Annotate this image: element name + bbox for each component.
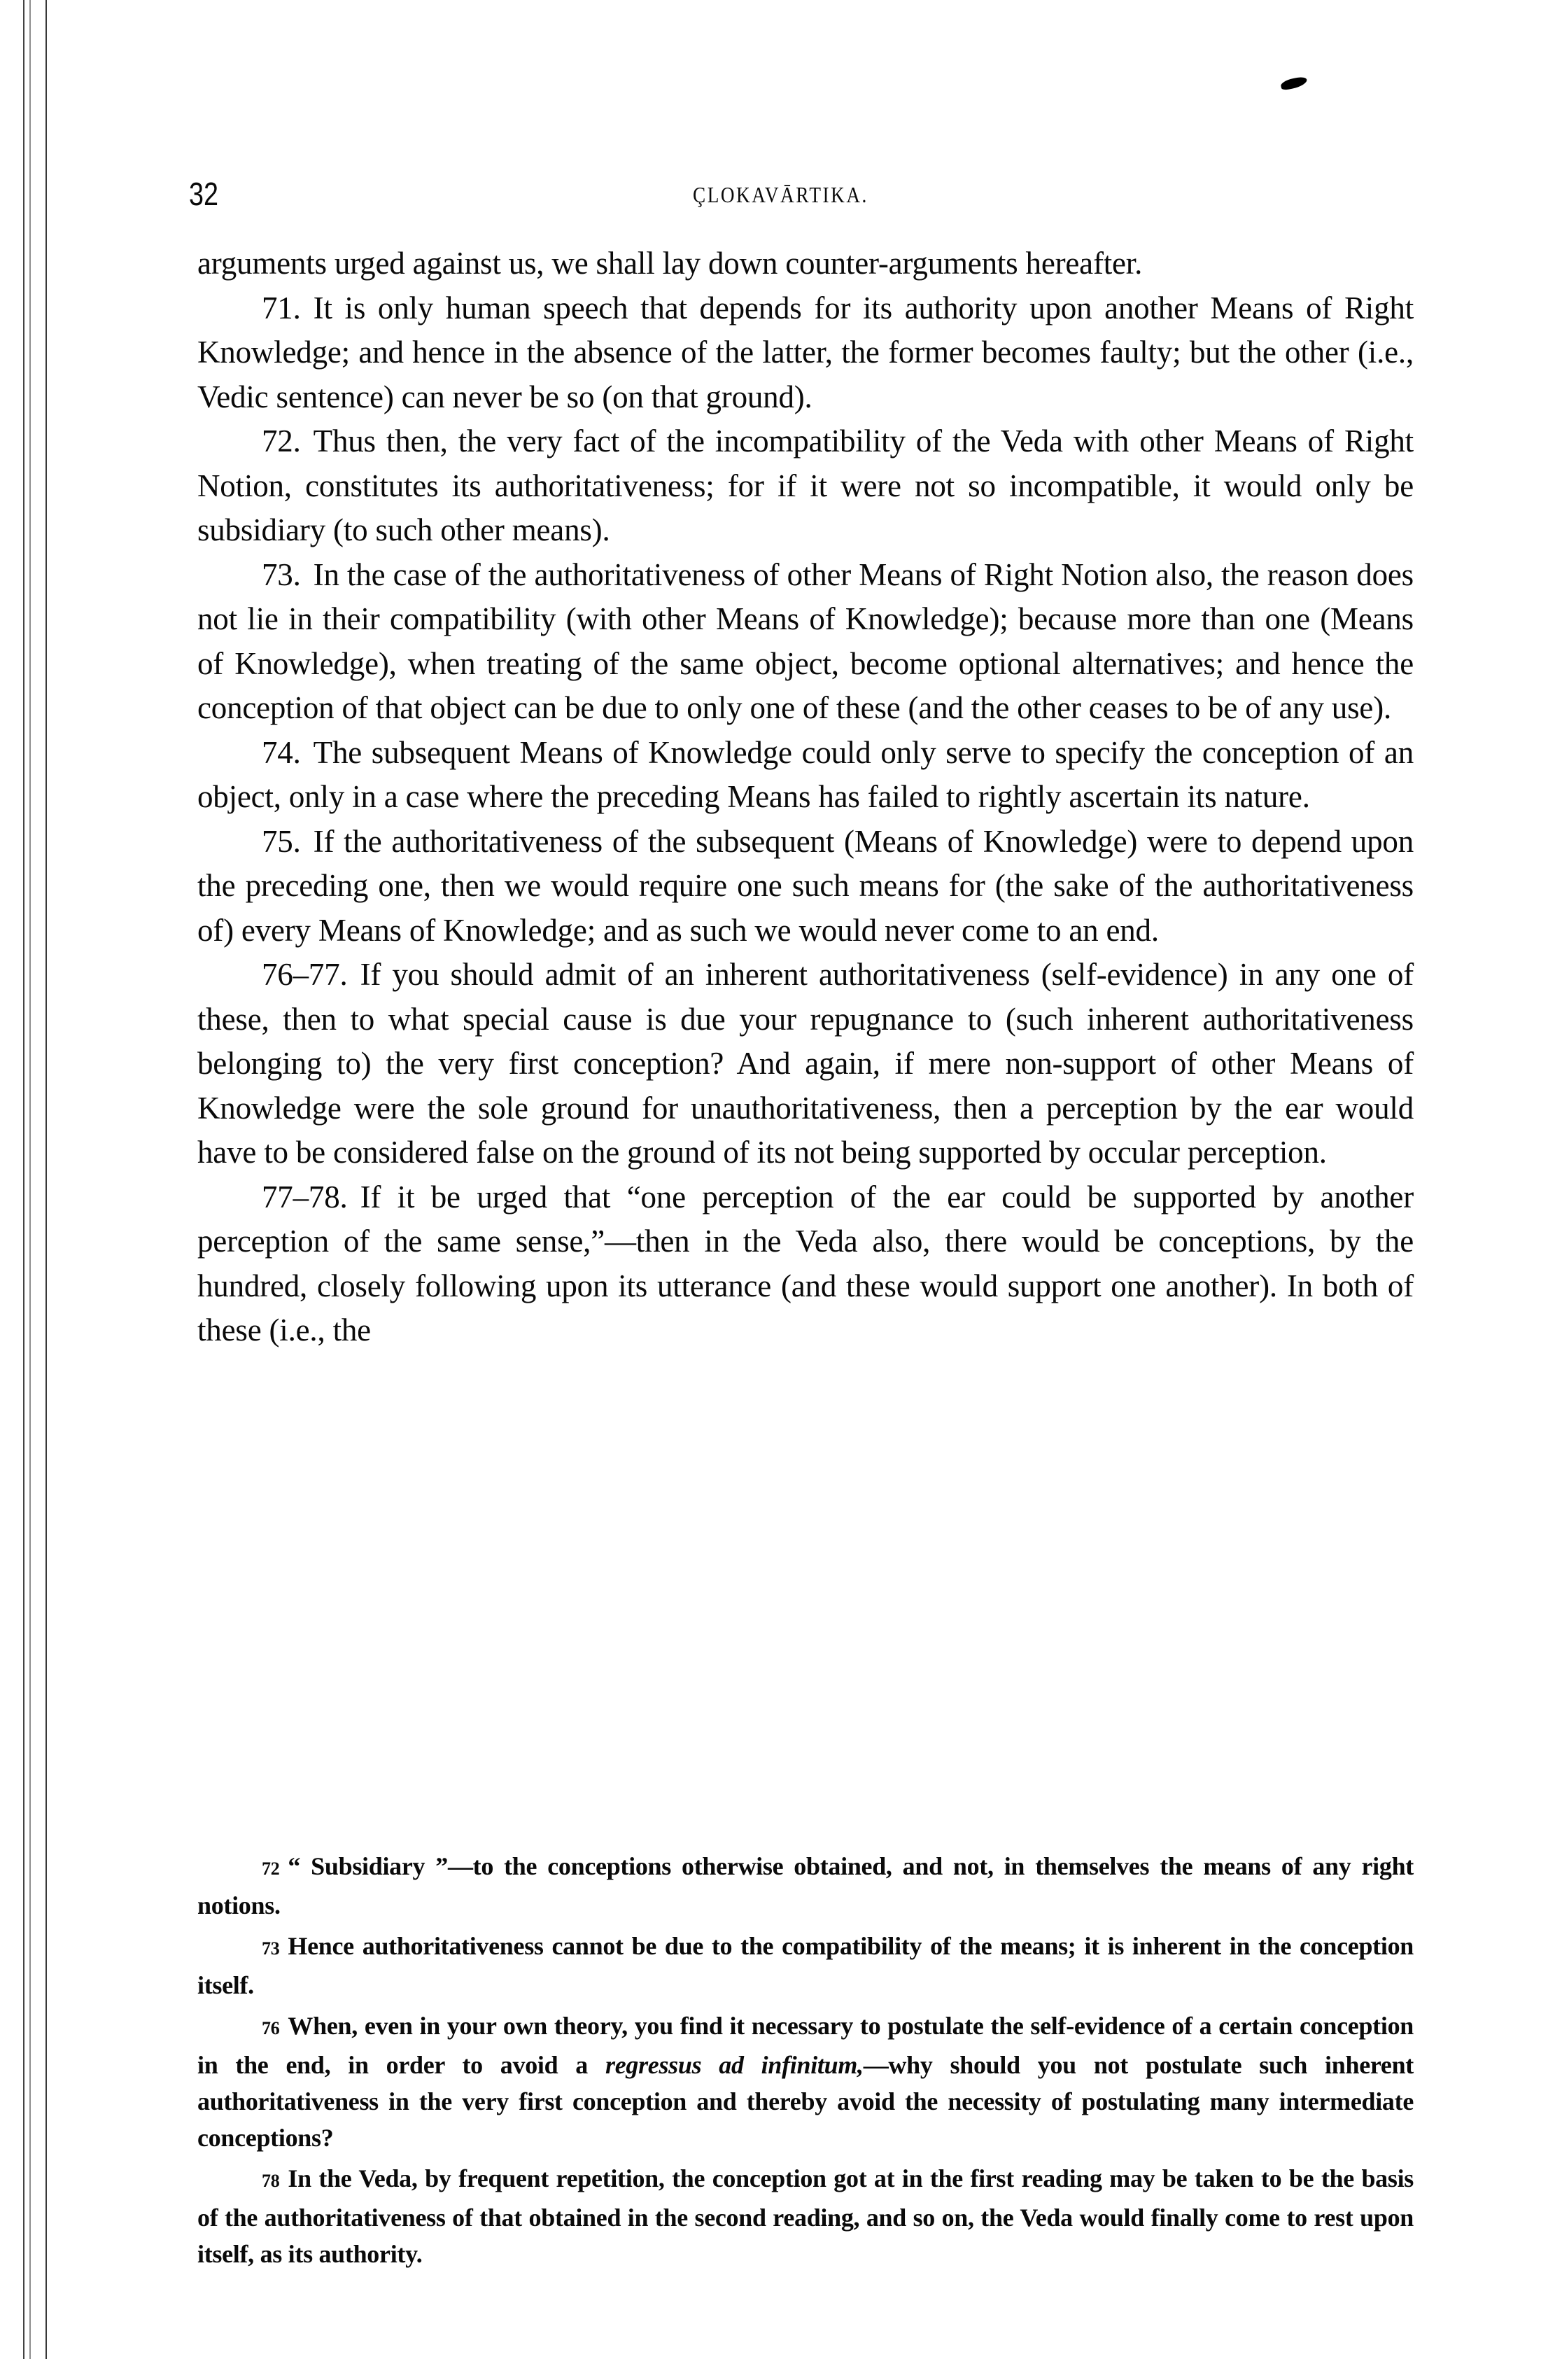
footnote-text: Hence authoritativeness cannot be due to the compatibility of the means; it is inherent in the conception itself. bbox=[197, 1932, 1414, 1999]
footnote-text: In the Veda, by frequent repetition, the conception got at in the first reading may be taken to be the basis of the authoritativeness of that obtained in the second reading, and so on, the Veda would finally come to rest upon itself, as its authority. bbox=[197, 2164, 1414, 2268]
verse-number: 76–77. bbox=[262, 957, 348, 992]
footnote-73 bbox=[197, 1928, 1414, 2003]
footnote-72 bbox=[197, 1848, 1414, 1924]
verse-76-77 bbox=[197, 953, 1414, 1175]
verse-text: If the authoritativeness of the subsequent (Means of Knowledge) were to depend upon the preceding one, then we would require one such means for (the sake of the authoritativeness of) every Means of Knowledge; and as such we would never come to an end. bbox=[197, 823, 1414, 948]
verse-text: In the case of the authoritativeness of other Means of Right Notion also, the reason does not lie in their compatibility (with other Means of Knowledge); because more than one (Means of Knowledge), when treating of the same object, become optional alternatives; and hence the conception of that object can be due to only one of these (and the other ceases to be of any use). bbox=[197, 556, 1414, 725]
verse-text: If it be urged that “one perception of the ear could be supported by another perception of the same sense,”—then in the Veda also, there would be conceptions, by the hundred, closely following upon its utterance (and these would support one another). In both of these (i.e., the bbox=[197, 1179, 1414, 1348]
body-text bbox=[197, 241, 1414, 1353]
verse-number: 75. bbox=[262, 823, 301, 859]
footnotes bbox=[197, 1848, 1414, 2276]
verse-text: The subsequent Means of Knowledge could only serve to specify the conception of an object, only in a case where the preceding Means has failed to rightly ascertain its nature. bbox=[197, 734, 1414, 814]
verse-number: 71. bbox=[262, 290, 301, 326]
verse-71 bbox=[197, 286, 1414, 420]
footnote-marker: 73 bbox=[262, 1938, 280, 1959]
verse-text: It is only human speech that depends for its authority upon another Means of Right Knowledge; and hence in the absence of the latter, the former becomes faulty; but the other (i.e., Vedic sentence) can never be so (on that ground). bbox=[197, 290, 1414, 414]
verse-74 bbox=[197, 731, 1414, 820]
footnote-text: —why should you not postulate such inherent authoritativeness in the very first conception and thereby avoid the necessity of postulating many intermediate conceptions? bbox=[197, 2051, 1414, 2152]
verse-number: 73. bbox=[262, 556, 301, 592]
verse-number: 77–78. bbox=[262, 1179, 348, 1214]
latin-phrase: regressus ad infinitum, bbox=[605, 2051, 864, 2079]
ink-blot bbox=[1280, 76, 1308, 91]
footnote-76 bbox=[197, 2008, 1414, 2156]
verse-72 bbox=[197, 419, 1414, 553]
verse-text: If you should admit of an inherent authoritativeness (self-evidence) in any one of these, then to what special cause is due your repugnance to (such inherent authoritativeness belonging to) the very first conception? And again, if mere non-support of other Means of Knowledge were the sole ground for unauthoritativeness, then a perception by the ear would have to be considered false on the ground of its not being supported by occular perception. bbox=[197, 957, 1414, 1170]
verse-75 bbox=[197, 820, 1414, 953]
footnote-marker: 76 bbox=[262, 2018, 280, 2038]
page-header bbox=[189, 175, 1421, 217]
scan-margin-line bbox=[45, 0, 47, 2359]
verse-73 bbox=[197, 553, 1414, 731]
verse-77-78 bbox=[197, 1175, 1414, 1353]
footnote-text: When, even in your own theory, you find it necessary to postulate the self-evidence of a certain conception in the end, in order to avoid a bbox=[197, 2012, 1414, 2079]
verse-text: Thus then, the very fact of the incompatibility of the Veda with other Means of Right Notion, constitutes its authoritativeness; for if it were not so incompatible, it would only be subsidiary (to such other means). bbox=[197, 424, 1414, 547]
footnote-78 bbox=[197, 2160, 1414, 2272]
footnote-marker: 72 bbox=[262, 1858, 280, 1879]
footnote-text: “ Subsidiary ”—to the conceptions otherwise obtained, and not, in themselves the means of any right notions. bbox=[197, 1852, 1414, 1919]
page-number: 32 bbox=[189, 176, 218, 212]
running-title: ÇLOKAVĀRTIKA. bbox=[693, 182, 868, 207]
footnote-marker: 78 bbox=[262, 2171, 280, 2191]
verse-number: 72. bbox=[262, 424, 301, 458]
scan-margin-line bbox=[29, 0, 31, 2359]
verse-number: 74. bbox=[262, 734, 301, 770]
scan-margin-line bbox=[23, 0, 24, 2359]
continuation-paragraph: arguments urged against us, we shall lay down counter-arguments hereafter. bbox=[197, 246, 1143, 281]
